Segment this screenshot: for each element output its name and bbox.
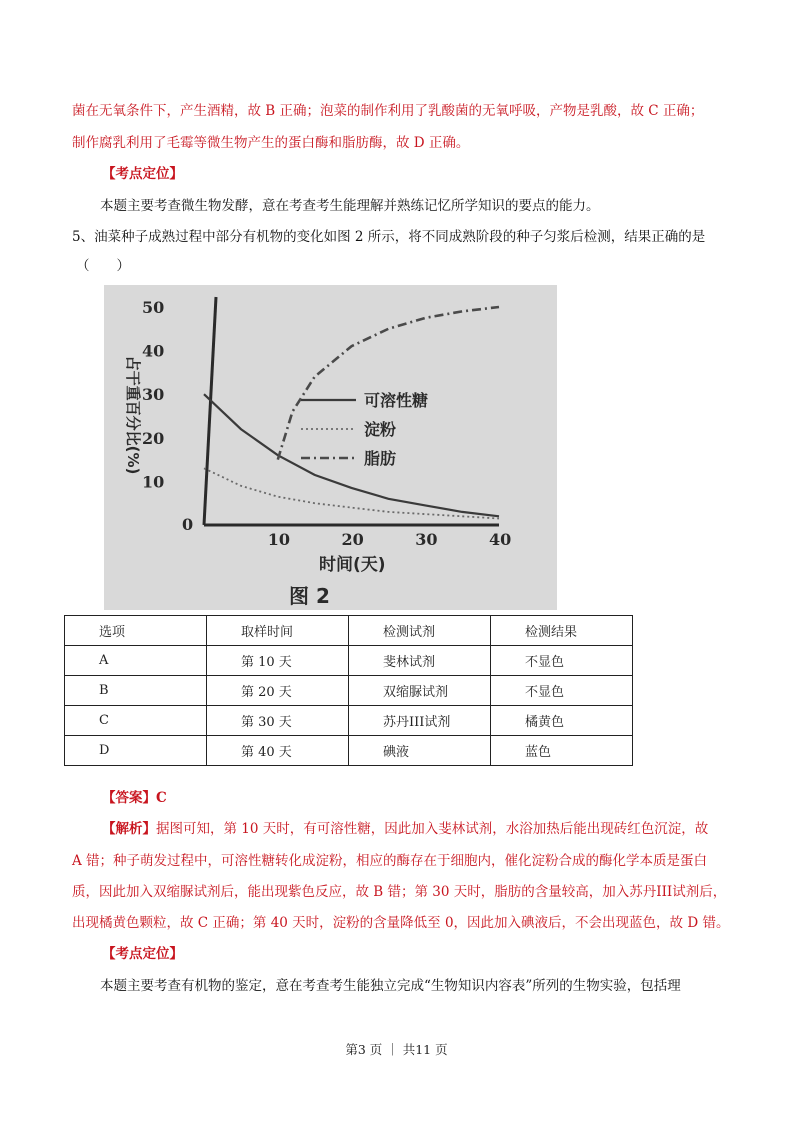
chart-series bbox=[204, 307, 499, 519]
table-cell: 双缩脲试剂 bbox=[349, 676, 491, 706]
y-axis bbox=[204, 297, 216, 525]
paragraph-line: 菌在无氧条件下，产生酒精，故 B 正确；泡菜的制作利用了乳酸菌的无氧呼吸，产物是乳酸，故 C 正确； bbox=[72, 103, 704, 119]
paragraph-line: 本题主要考查有机物的鉴定，意在考查考生能独立完成“生物知识内容表”所列的生物实验，包括理 bbox=[100, 978, 681, 994]
table-cell: 选项 bbox=[65, 616, 207, 646]
table-cell: 苏丹III试剂 bbox=[349, 706, 491, 736]
table-cell: 碘液 bbox=[349, 736, 491, 766]
analysis-line bbox=[102, 819, 708, 839]
table-cell: 检测试剂 bbox=[349, 616, 491, 646]
section-label: 【考点定位】 bbox=[102, 946, 183, 962]
analysis-text: 据图可知，第 10 天时，有可溶性糖，因此加入斐林试剂，水浴加热后能出现砖红色沉淀，故 bbox=[156, 821, 709, 837]
legend-label: 可溶性糖 bbox=[364, 391, 429, 410]
table-row bbox=[65, 736, 633, 766]
table-row bbox=[65, 676, 633, 706]
table-cell: 橘黄色 bbox=[491, 706, 633, 736]
answer-line bbox=[102, 788, 167, 808]
table-cell: C bbox=[65, 706, 207, 736]
table-cell: 蓝色 bbox=[491, 736, 633, 766]
paragraph-line: 制作腐乳利用了毛霉等微生物产生的蛋白酶和脂肪酶，故 D 正确。 bbox=[72, 135, 470, 151]
table-row bbox=[65, 616, 633, 646]
table-cell: 不显色 bbox=[491, 676, 633, 706]
table-cell: 不显色 bbox=[491, 646, 633, 676]
x-tick-label: 20 bbox=[341, 530, 364, 549]
chart-axes bbox=[204, 297, 499, 525]
legend-label: 脂肪 bbox=[364, 449, 397, 468]
x-tick-label: 0 bbox=[182, 515, 194, 534]
table-cell: 第 20 天 bbox=[207, 676, 349, 706]
question-text: 5、油菜种子成熟过程中部分有机物的变化如图 2 所示，将不同成熟阶段的种子匀浆后检测，结果正确的是 bbox=[72, 229, 706, 245]
legend-label: 淀粉 bbox=[364, 420, 397, 439]
analysis-label: 【解析】 bbox=[102, 821, 156, 837]
table-cell: B bbox=[65, 676, 207, 706]
table-cell: 检测结果 bbox=[491, 616, 633, 646]
analysis-line: A 错；种子萌发过程中，可溶性糖转化成淀粉，相应的酶存在于细胞内，催化淀粉合成的酶化学本质是蛋白 bbox=[72, 853, 708, 869]
x-axis-label: 时间(天) bbox=[319, 555, 386, 575]
section-label: 【考点定位】 bbox=[102, 166, 183, 182]
x-tick-label: 30 bbox=[415, 530, 438, 549]
y-tick-label: 40 bbox=[142, 341, 165, 361]
table-cell: 第 10 天 bbox=[207, 646, 349, 676]
question-blank: （ ） bbox=[76, 258, 130, 274]
table-cell: A bbox=[65, 646, 207, 676]
answer-label: 【答案】 bbox=[102, 790, 156, 806]
answer-value: C bbox=[156, 790, 167, 806]
table-cell: 斐林试剂 bbox=[349, 646, 491, 676]
paragraph-line: 本题主要考查微生物发酵，意在考查考生能理解并熟练记忆所学知识的要点的能力。 bbox=[100, 198, 600, 214]
y-tick-label: 10 bbox=[142, 472, 165, 492]
y-axis-label: 占干重百分比(%) bbox=[124, 355, 142, 475]
chart-legend bbox=[301, 391, 428, 468]
table-cell: 取样时间 bbox=[207, 616, 349, 646]
table-cell: 第 30 天 bbox=[207, 706, 349, 736]
analysis-line: 出现橘黄色颗粒，故 C 正确；第 40 天时，淀粉的含量降低至 0，因此加入碘液后，不会出现蓝色，故 D 错。 bbox=[72, 915, 730, 931]
table-cell: D bbox=[65, 736, 207, 766]
figure-2-chart bbox=[104, 285, 557, 610]
y-tick-label: 50 bbox=[142, 298, 165, 317]
analysis-line: 质，因此加入双缩脲试剂后，能出现紫色反应，故 B 错；第 30 天时，脂肪的含量较高，加入苏丹III试剂后， bbox=[72, 884, 727, 900]
series-line bbox=[204, 394, 499, 516]
options-table bbox=[64, 615, 633, 766]
figure-caption: 图 2 bbox=[289, 584, 330, 608]
table-row bbox=[65, 706, 633, 736]
x-tick-label: 10 bbox=[267, 530, 291, 549]
x-tick-label: 40 bbox=[489, 530, 512, 549]
table-row bbox=[65, 646, 633, 676]
table-cell: 第 40 天 bbox=[207, 736, 349, 766]
y-tick-label: 20 bbox=[142, 428, 165, 448]
page-footer: 第3 页 ｜ 共11 页 bbox=[345, 1042, 448, 1057]
y-tick-label: 30 bbox=[142, 385, 165, 405]
